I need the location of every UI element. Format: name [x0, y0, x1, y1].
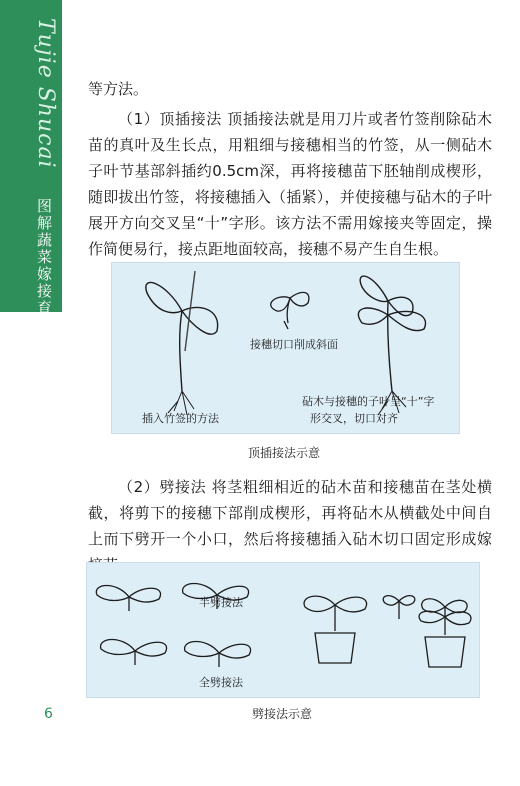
label-full-cleft: 全劈接法	[199, 676, 243, 689]
full-cleft-seedling-1-icon	[101, 640, 167, 666]
side-book-title: 图解蔬菜嫁接育苗技术	[35, 198, 53, 368]
figure-cleft	[86, 562, 480, 698]
figure-top-insert	[111, 262, 460, 434]
label-cross-1: 砧木与接穗的子叶呈“十”字	[302, 395, 435, 408]
label-insert-method: 插入竹签的方法	[142, 412, 219, 425]
page-number: 6	[44, 706, 53, 722]
paragraph-3-title: （2）劈接法	[118, 478, 207, 496]
paragraph-1: 等方法。	[88, 80, 149, 98]
paragraph-2-title: （1）顶插接法	[118, 110, 222, 128]
potted-rootstock-icon	[304, 596, 367, 663]
full-cleft-seedling-2-icon	[185, 642, 251, 668]
label-scion-cut: 接穗切口削成斜面	[250, 338, 338, 351]
label-half-cleft: 半劈接法	[199, 596, 243, 609]
seedling-left-icon	[146, 271, 218, 415]
side-script-title: Tujie Shucai	[33, 18, 58, 169]
paragraph-2-text: 顶插接法就是用刀片或者竹签削除砧木苗的真叶及生长点，用粗细与接穗相当的竹签，从一侧砧木子叶节基部斜插约0.5cm深，再将接穗苗下胚轴削成楔形，随即拔出竹签，将接穗插入（插紧），并使接穗与砧木的子叶展开方向交叉呈“十”字形。该方法不需用嫁接夹等固定，操作简便易行，接点距地面较高，接穗不易产生自生根。	[88, 110, 492, 258]
figure-cleft-drawing	[87, 563, 479, 697]
paragraph-2	[88, 106, 492, 262]
figure-top-insert-caption: 顶插接法示意	[248, 446, 321, 460]
figure-cleft-caption: 劈接法示意	[252, 707, 313, 721]
half-cleft-seedling-1-icon	[96, 586, 160, 612]
label-cross-2: 形交叉，切口对齐	[310, 412, 398, 425]
paragraph-3-text: 将茎粗细相近的砧木苗和接穗苗在茎处横截，将剪下的接穗下部削成楔形，再将砧木从横截处中间自上而下劈开一个小口，然后将接穗插入砧木切口固定形成嫁	[88, 478, 492, 548]
grafted-potted-icon	[419, 599, 471, 667]
scion-middle-icon	[271, 292, 309, 329]
scion-cleft-icon	[383, 596, 415, 619]
